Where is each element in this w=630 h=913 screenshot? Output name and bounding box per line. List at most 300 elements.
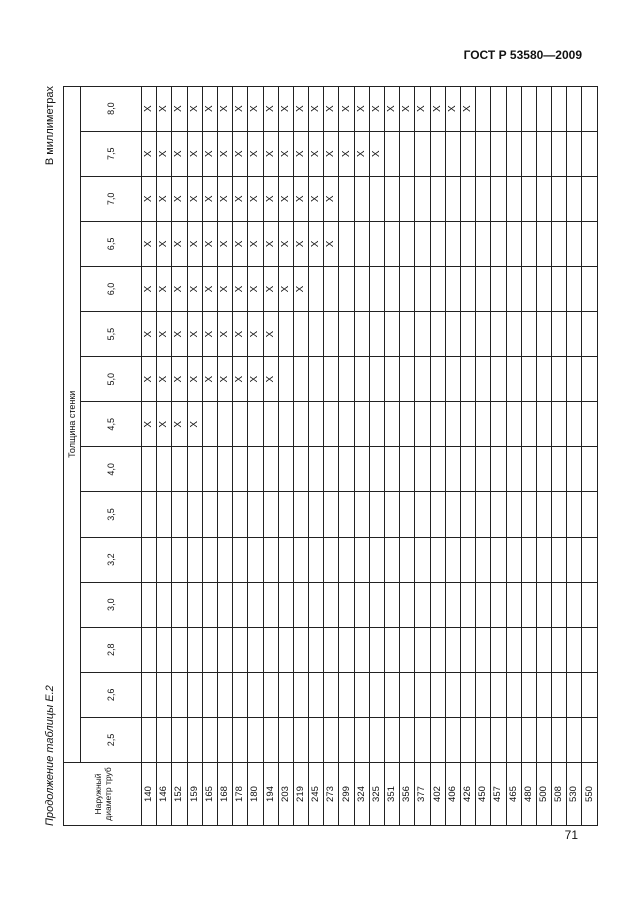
- table-row: [582, 86, 597, 825]
- availability-cell: [309, 717, 324, 762]
- table-row: [293, 86, 308, 825]
- availability-cell: X: [142, 176, 157, 221]
- availability-cell: X: [217, 221, 232, 266]
- table-row: [567, 86, 582, 825]
- availability-cell: [582, 582, 597, 627]
- diameter-cell: 377: [415, 763, 430, 826]
- availability-cell: [369, 672, 384, 717]
- availability-cell: [460, 447, 475, 492]
- availability-cell: [354, 537, 369, 582]
- availability-cell: [445, 582, 460, 627]
- availability-cell: [324, 402, 339, 447]
- availability-cell: [142, 492, 157, 537]
- availability-cell: [460, 176, 475, 221]
- availability-cell: [293, 357, 308, 402]
- availability-cell: [536, 447, 551, 492]
- thickness-value: 2,5: [81, 717, 142, 762]
- availability-cell: [491, 131, 506, 176]
- availability-cell: [582, 221, 597, 266]
- thickness-value: 3,5: [81, 492, 142, 537]
- availability-cell: X: [202, 176, 217, 221]
- diameter-cell: 146: [157, 763, 172, 826]
- availability-cell: [445, 627, 460, 672]
- availability-cell: X: [187, 312, 202, 357]
- availability-cell: X: [172, 266, 187, 311]
- availability-cell: X: [142, 402, 157, 447]
- availability-cell: [354, 312, 369, 357]
- table-row: [324, 86, 339, 825]
- availability-cell: X: [187, 176, 202, 221]
- availability-cell: [278, 582, 293, 627]
- availability-cell: [430, 537, 445, 582]
- availability-cell: [521, 86, 536, 131]
- availability-cell: [506, 266, 521, 311]
- availability-cell: [309, 672, 324, 717]
- availability-cell: [567, 672, 582, 717]
- availability-cell: X: [278, 131, 293, 176]
- availability-cell: [293, 537, 308, 582]
- availability-cell: [491, 627, 506, 672]
- availability-cell: [369, 717, 384, 762]
- availability-cell: [217, 717, 232, 762]
- table-row: [202, 86, 217, 825]
- availability-cell: [157, 582, 172, 627]
- availability-cell: X: [142, 221, 157, 266]
- thickness-value: 5,0: [81, 357, 142, 402]
- availability-cell: [476, 176, 491, 221]
- table-row: [369, 86, 384, 825]
- diameter-cell: 426: [460, 763, 475, 826]
- availability-cell: [400, 717, 415, 762]
- diameter-cell: 203: [278, 763, 293, 826]
- availability-cell: X: [142, 266, 157, 311]
- availability-cell: [217, 672, 232, 717]
- availability-cell: [536, 582, 551, 627]
- availability-cell: X: [172, 221, 187, 266]
- availability-cell: [400, 131, 415, 176]
- availability-cell: [415, 582, 430, 627]
- availability-cell: [521, 402, 536, 447]
- thickness-value: 4,5: [81, 402, 142, 447]
- availability-cell: [354, 717, 369, 762]
- availability-cell: [567, 402, 582, 447]
- availability-cell: [552, 492, 567, 537]
- availability-cell: [263, 447, 278, 492]
- table-row: [309, 86, 324, 825]
- table-row: [142, 86, 157, 825]
- availability-cell: [354, 176, 369, 221]
- availability-cell: [476, 131, 491, 176]
- availability-cell: [400, 402, 415, 447]
- availability-cell: X: [248, 312, 263, 357]
- availability-cell: [445, 266, 460, 311]
- availability-cell: [400, 176, 415, 221]
- availability-cell: [354, 492, 369, 537]
- availability-cell: X: [187, 402, 202, 447]
- thickness-value: 4,0: [81, 447, 142, 492]
- availability-cell: [339, 492, 354, 537]
- availability-cell: [278, 492, 293, 537]
- availability-cell: [278, 357, 293, 402]
- availability-cell: [354, 357, 369, 402]
- thickness-value: 6,5: [81, 221, 142, 266]
- availability-cell: [521, 627, 536, 672]
- availability-cell: [324, 582, 339, 627]
- availability-cell: [142, 717, 157, 762]
- availability-cell: [476, 357, 491, 402]
- availability-cell: [248, 492, 263, 537]
- availability-cell: [506, 627, 521, 672]
- availability-cell: [278, 447, 293, 492]
- diameter-cell: 159: [187, 763, 202, 826]
- availability-cell: [476, 312, 491, 357]
- availability-cell: [217, 582, 232, 627]
- availability-cell: [460, 672, 475, 717]
- availability-cell: [248, 402, 263, 447]
- availability-cell: X: [263, 312, 278, 357]
- availability-cell: [278, 312, 293, 357]
- availability-cell: [506, 221, 521, 266]
- availability-cell: X: [445, 86, 460, 131]
- availability-cell: [339, 312, 354, 357]
- availability-cell: [430, 131, 445, 176]
- availability-cell: X: [157, 402, 172, 447]
- table-row: [521, 86, 536, 825]
- availability-cell: [552, 266, 567, 311]
- diameter-cell: 402: [430, 763, 445, 826]
- availability-cell: [476, 537, 491, 582]
- availability-cell: [369, 492, 384, 537]
- document-code: ГОСТ Р 53580—2009: [463, 48, 582, 62]
- availability-cell: [552, 221, 567, 266]
- availability-cell: [491, 672, 506, 717]
- availability-cell: [430, 447, 445, 492]
- availability-cell: X: [293, 86, 308, 131]
- availability-cell: [476, 266, 491, 311]
- availability-cell: X: [263, 266, 278, 311]
- table-row: [552, 86, 567, 825]
- availability-cell: [430, 312, 445, 357]
- availability-cell: [233, 402, 248, 447]
- availability-cell: [172, 492, 187, 537]
- availability-cell: [521, 672, 536, 717]
- availability-cell: [293, 447, 308, 492]
- availability-cell: [491, 537, 506, 582]
- availability-cell: [552, 537, 567, 582]
- availability-cell: [202, 672, 217, 717]
- availability-cell: [445, 402, 460, 447]
- availability-cell: [567, 176, 582, 221]
- table-row: [278, 86, 293, 825]
- diameter-cell: 299: [339, 763, 354, 826]
- availability-cell: [339, 176, 354, 221]
- availability-cell: [567, 131, 582, 176]
- availability-cell: [430, 402, 445, 447]
- table-row: [415, 86, 430, 825]
- availability-cell: [476, 221, 491, 266]
- availability-cell: X: [293, 221, 308, 266]
- availability-cell: [172, 627, 187, 672]
- availability-cell: X: [248, 131, 263, 176]
- availability-cell: [536, 266, 551, 311]
- availability-cell: X: [278, 176, 293, 221]
- availability-cell: [552, 176, 567, 221]
- availability-cell: [582, 447, 597, 492]
- availability-cell: [476, 402, 491, 447]
- availability-cell: [324, 447, 339, 492]
- thickness-value: 2,8: [81, 627, 142, 672]
- availability-cell: X: [187, 357, 202, 402]
- availability-cell: X: [369, 86, 384, 131]
- availability-cell: X: [248, 266, 263, 311]
- availability-cell: [385, 312, 400, 357]
- availability-cell: [567, 357, 582, 402]
- availability-cell: [536, 717, 551, 762]
- availability-cell: X: [172, 402, 187, 447]
- availability-cell: [552, 312, 567, 357]
- availability-cell: [400, 357, 415, 402]
- availability-cell: [582, 176, 597, 221]
- table-row: [339, 86, 354, 825]
- diameter-cell: 406: [445, 763, 460, 826]
- availability-cell: [491, 86, 506, 131]
- availability-cell: [263, 492, 278, 537]
- availability-cell: X: [430, 86, 445, 131]
- availability-cell: [293, 492, 308, 537]
- availability-cell: [309, 402, 324, 447]
- diameter-header: Наружный диаметр труб: [64, 763, 142, 826]
- availability-cell: [324, 312, 339, 357]
- availability-cell: [582, 312, 597, 357]
- diameter-cell: 480: [521, 763, 536, 826]
- diameter-cell: 219: [293, 763, 308, 826]
- availability-cell: [476, 672, 491, 717]
- availability-cell: X: [263, 221, 278, 266]
- availability-cell: [157, 537, 172, 582]
- availability-cell: [536, 221, 551, 266]
- availability-cell: X: [293, 176, 308, 221]
- availability-cell: [567, 537, 582, 582]
- table-row: [385, 86, 400, 825]
- availability-cell: [521, 266, 536, 311]
- availability-cell: X: [217, 131, 232, 176]
- availability-cell: [552, 672, 567, 717]
- availability-cell: [567, 582, 582, 627]
- availability-cell: [202, 627, 217, 672]
- availability-cell: [567, 717, 582, 762]
- availability-cell: [400, 447, 415, 492]
- availability-cell: [354, 627, 369, 672]
- availability-cell: [491, 221, 506, 266]
- availability-cell: [445, 717, 460, 762]
- availability-cell: [552, 717, 567, 762]
- thickness-value: 2,6: [81, 672, 142, 717]
- availability-cell: [309, 312, 324, 357]
- availability-cell: [476, 86, 491, 131]
- availability-cell: [430, 492, 445, 537]
- availability-cell: [217, 627, 232, 672]
- table-row: [233, 86, 248, 825]
- availability-cell: [385, 131, 400, 176]
- availability-cell: [172, 717, 187, 762]
- availability-cell: [445, 672, 460, 717]
- availability-cell: [187, 627, 202, 672]
- availability-cell: [293, 312, 308, 357]
- availability-cell: [187, 582, 202, 627]
- thickness-values-row: [81, 86, 142, 825]
- table-row: [217, 86, 232, 825]
- availability-cell: [491, 266, 506, 311]
- availability-cell: [324, 492, 339, 537]
- availability-cell: [415, 266, 430, 311]
- availability-cell: [354, 672, 369, 717]
- availability-cell: [369, 447, 384, 492]
- availability-cell: X: [278, 266, 293, 311]
- availability-cell: [263, 582, 278, 627]
- availability-cell: [202, 447, 217, 492]
- availability-cell: [460, 492, 475, 537]
- table-row: [506, 86, 521, 825]
- table-continuation-label: Продолжение таблицы Е.2: [44, 685, 56, 826]
- diameter-cell: 356: [400, 763, 415, 826]
- availability-cell: [415, 131, 430, 176]
- availability-cell: [157, 492, 172, 537]
- thickness-value: 6,0: [81, 266, 142, 311]
- availability-cell: [567, 86, 582, 131]
- availability-cell: [369, 627, 384, 672]
- availability-cell: [567, 312, 582, 357]
- pipe-size-table: [63, 86, 598, 826]
- availability-cell: [339, 266, 354, 311]
- availability-cell: [385, 447, 400, 492]
- availability-cell: [187, 492, 202, 537]
- availability-cell: [415, 447, 430, 492]
- availability-cell: X: [202, 86, 217, 131]
- availability-cell: X: [157, 266, 172, 311]
- availability-cell: [552, 131, 567, 176]
- availability-cell: X: [187, 266, 202, 311]
- availability-cell: [339, 582, 354, 627]
- availability-cell: [293, 672, 308, 717]
- table-row: [460, 86, 475, 825]
- availability-cell: X: [263, 131, 278, 176]
- availability-cell: [142, 627, 157, 672]
- availability-cell: [506, 492, 521, 537]
- availability-cell: [278, 717, 293, 762]
- availability-cell: [354, 402, 369, 447]
- availability-cell: [324, 672, 339, 717]
- availability-cell: [385, 266, 400, 311]
- availability-cell: [309, 357, 324, 402]
- availability-cell: [157, 627, 172, 672]
- availability-cell: [415, 221, 430, 266]
- availability-cell: [248, 447, 263, 492]
- availability-cell: [521, 221, 536, 266]
- availability-cell: [369, 402, 384, 447]
- availability-cell: [506, 447, 521, 492]
- availability-cell: X: [309, 176, 324, 221]
- availability-cell: [552, 627, 567, 672]
- diameter-cell: 140: [142, 763, 157, 826]
- availability-cell: [248, 672, 263, 717]
- availability-cell: [142, 537, 157, 582]
- availability-cell: [491, 402, 506, 447]
- availability-cell: [491, 492, 506, 537]
- availability-cell: X: [233, 176, 248, 221]
- availability-cell: [582, 86, 597, 131]
- availability-cell: [187, 537, 202, 582]
- availability-cell: [460, 221, 475, 266]
- availability-cell: X: [157, 221, 172, 266]
- availability-cell: [172, 537, 187, 582]
- availability-cell: X: [263, 176, 278, 221]
- availability-cell: [248, 537, 263, 582]
- availability-cell: [491, 717, 506, 762]
- availability-cell: [582, 357, 597, 402]
- availability-cell: X: [354, 86, 369, 131]
- availability-cell: [582, 131, 597, 176]
- table-row: [430, 86, 445, 825]
- table-row: [445, 86, 460, 825]
- availability-cell: [536, 402, 551, 447]
- availability-cell: [415, 672, 430, 717]
- availability-cell: [476, 582, 491, 627]
- availability-cell: [460, 627, 475, 672]
- availability-cell: [536, 672, 551, 717]
- availability-cell: [400, 266, 415, 311]
- availability-cell: [324, 717, 339, 762]
- availability-cell: [567, 447, 582, 492]
- availability-cell: X: [354, 131, 369, 176]
- availability-cell: [460, 131, 475, 176]
- availability-cell: [339, 402, 354, 447]
- availability-cell: [369, 221, 384, 266]
- availability-cell: X: [263, 86, 278, 131]
- availability-cell: [552, 402, 567, 447]
- availability-cell: X: [324, 176, 339, 221]
- availability-cell: X: [187, 86, 202, 131]
- availability-cell: [521, 582, 536, 627]
- table-row: [172, 86, 187, 825]
- availability-cell: X: [217, 312, 232, 357]
- availability-cell: [430, 176, 445, 221]
- availability-cell: [293, 627, 308, 672]
- availability-cell: [202, 582, 217, 627]
- availability-cell: X: [233, 357, 248, 402]
- availability-cell: [324, 266, 339, 311]
- availability-cell: [521, 492, 536, 537]
- availability-cell: [339, 357, 354, 402]
- availability-cell: X: [278, 221, 293, 266]
- thickness-header: Толщина стенки: [64, 86, 81, 762]
- availability-cell: [278, 402, 293, 447]
- diameter-cell: 324: [354, 763, 369, 826]
- availability-cell: X: [339, 131, 354, 176]
- availability-cell: [400, 627, 415, 672]
- availability-cell: [369, 312, 384, 357]
- availability-cell: [521, 717, 536, 762]
- diameter-cell: 245: [309, 763, 324, 826]
- availability-cell: X: [142, 86, 157, 131]
- availability-cell: [385, 402, 400, 447]
- availability-cell: [233, 447, 248, 492]
- availability-cell: [506, 402, 521, 447]
- availability-cell: [233, 672, 248, 717]
- availability-cell: X: [157, 131, 172, 176]
- availability-cell: X: [248, 176, 263, 221]
- availability-cell: [187, 717, 202, 762]
- availability-cell: [521, 176, 536, 221]
